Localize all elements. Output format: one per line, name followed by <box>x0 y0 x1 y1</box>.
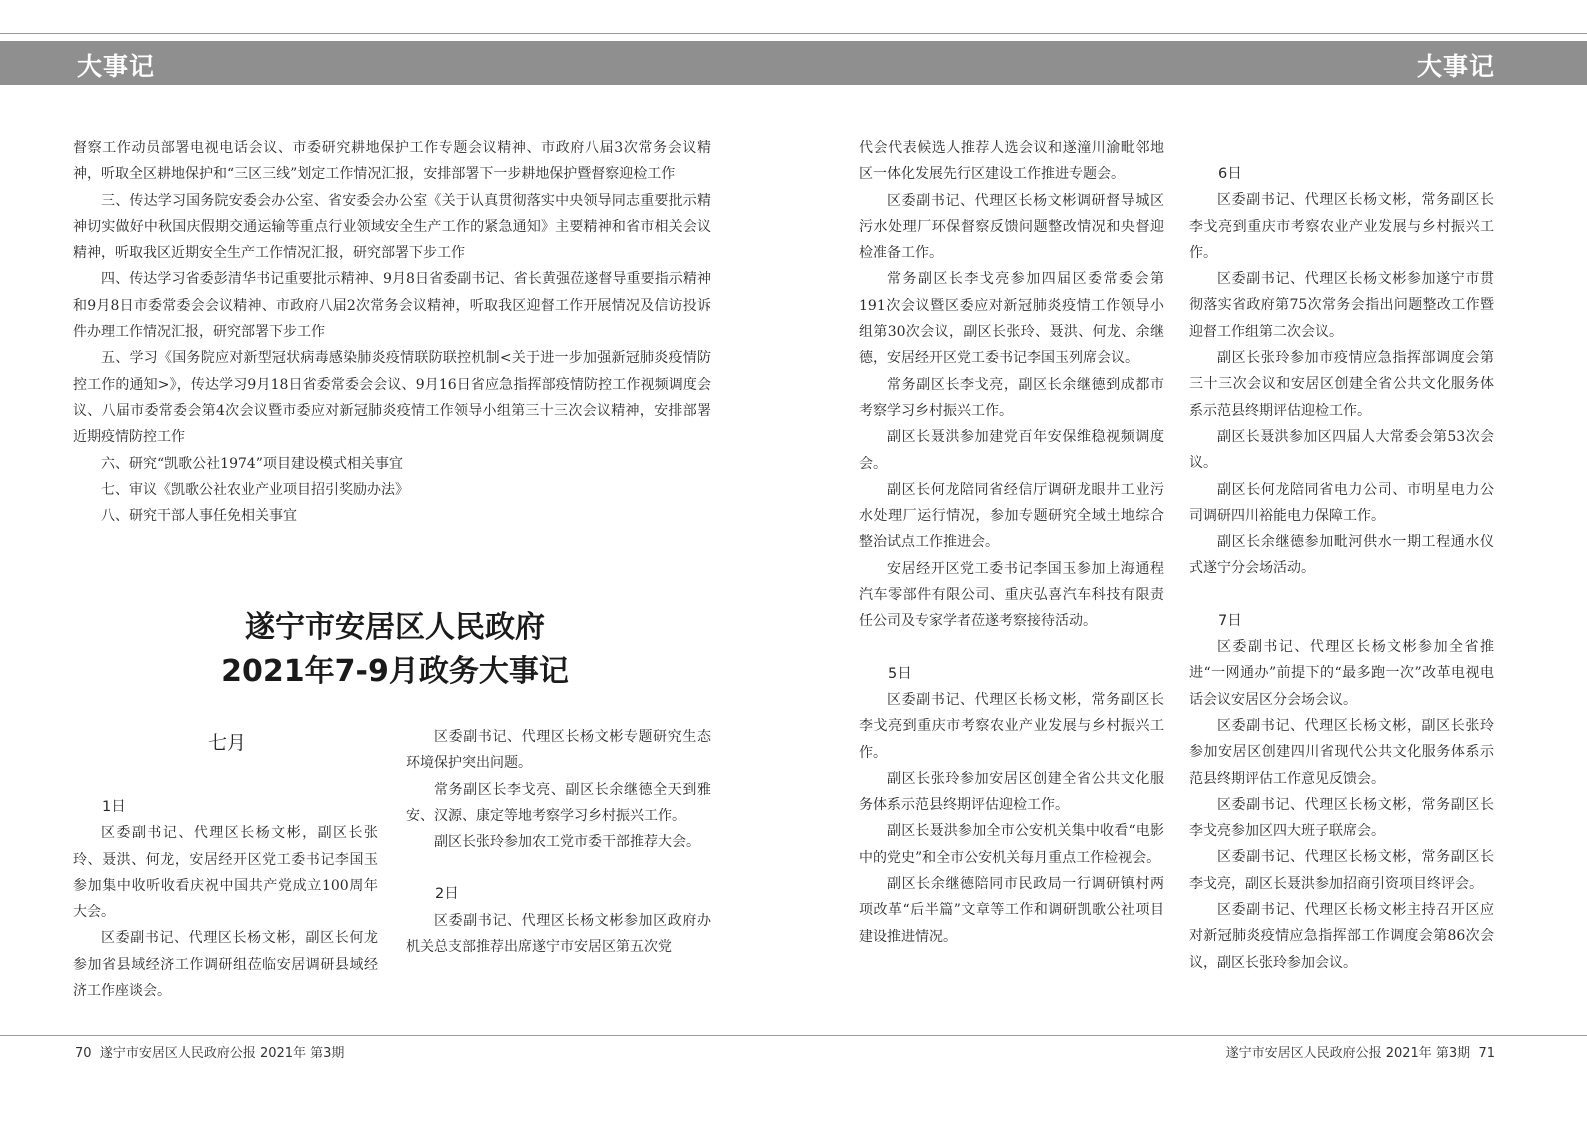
header-title-left: 大事记 <box>77 52 156 81</box>
entry-paragraph: 区委副书记、代理区长杨文彬参加全省推进“一网通办”前提下的“最多跑一次”改革电视电话会议安居区分会场会议。 <box>1189 639 1494 708</box>
column-2 <box>406 724 711 960</box>
entry-paragraph: 区委副书记、代理区长杨文彬，副区长何龙参加省县域经济工作调研组莅临安居调研县域经济工作座谈会。 <box>73 930 378 1000</box>
agenda-item: 六、研究“凯歌公社1974”项目建设模式相关事宜 <box>101 455 403 472</box>
agenda-item: 五、学习《国务院应对新型冠状病毒感染肺炎疫情联防联控机制<关于进一步加强新冠肺炎疫情防控工作的通知>》，传达学习9月18日省委常委会会议、9月16日省应急指挥部疫情防控工作视频调度会议、八届市委常委会第4次会议暨市委应对新冠肺炎疫情工作领导小组第三十三次会议精神，安排部署近期疫情防控工作 <box>73 350 711 446</box>
footer-right <box>1226 1042 1495 1061</box>
column-1 <box>73 794 378 1004</box>
entry-paragraph: 副区长何龙陪同省经信厅调研龙眼井工业污水处理厂运行情况，参加专题研究全域土地综合整治试点工作推进会。 <box>859 481 1164 551</box>
entry-paragraph: 常务副区长李戈亮、副区长余继德全天到雅安、汉源、康定等地考察学习乡村振兴工作。 <box>406 781 711 824</box>
entry-paragraph: 副区长余继德参加毗河供水一期工程通水仪式遂宁分会场活动。 <box>1189 534 1494 577</box>
agenda-item: 四、传达学习省委彭清华书记重要批示精神、9月8日省委副书记、省长黄强莅遂督导重要指示精神和9月8日市委常委会会议精神、市政府八届2次常务会议精神，听取我区迎督工作开展情况及信访投诉件办理工作情况汇报，研究部署下步工作 <box>73 271 711 341</box>
agenda-item: 八、研究干部人事任免相关事宜 <box>101 508 297 525</box>
agenda-item: 三、传达学习国务院安委会办公室、省安委会办公室《关于认真贯彻落实中央领导同志重要批示精神切实做好中秋国庆假期交通运输等重点行业领域安全生产工作的紧急通知》主要精神和省市相关会议精神，听取我区近期安全生产工作情况汇报，研究部署下步工作 <box>73 192 711 262</box>
entry-paragraph: 副区长聂洪参加全市公安机关集中收看“电影中的党史”和全市公安机关每月重点工作检视会。 <box>859 823 1164 866</box>
entry-paragraph: 区委副书记、代理区长杨文彬调研督导城区污水处理厂环保督察反馈问题整改情况和央督迎检准备工作。 <box>859 192 1164 262</box>
entry-paragraph: 区委副书记、代理区长杨文彬主持召开区应对新冠肺炎疫情应急指挥部工作调度会第86次会议，副区长张玲参加会议。 <box>1189 902 1494 971</box>
entry-paragraph: 区委副书记、代理区长杨文彬，常务副区长李戈亮参加区四大班子联席会。 <box>1189 796 1494 840</box>
header-bar <box>0 41 1587 85</box>
entry-paragraph: 常务副区长李戈亮参加四届区委常委会第191次会议暨区委应对新冠肺炎疫情工作领导小组第30次会议，副区长张玲、聂洪、何龙、余继德，安居经开区党工委书记李国玉列席会议。 <box>859 271 1164 367</box>
entry-paragraph: 副区长何龙陪同省电力公司、市明星电力公司调研四川裕能电力保障工作。 <box>1189 481 1494 524</box>
entry-paragraph: 区委副书记、代理区长杨文彬，常务副区长李戈亮，副区长聂洪参加招商引资项目终评会。 <box>1189 849 1494 892</box>
entry-paragraph: 代会代表候选人推荐人选会议和遂潼川渝毗邻地区一体化发展先行区建设工作推进专题会。 <box>859 140 1164 183</box>
entry-paragraph: 区委副书记、代理区长杨文彬专题研究生态环境保护突出问题。 <box>406 729 711 772</box>
left-top-section <box>73 135 711 529</box>
document-title-line2: 2021年7-9月政务大事记 <box>221 654 569 689</box>
day-heading: 5日 <box>888 665 912 682</box>
top-rule <box>0 33 1587 34</box>
entry-paragraph: 副区长余继德陪同市民政局一行调研镇村两项改革“后半篇”文章等工作和调研凯歌公社项目建设推进情况。 <box>859 876 1164 945</box>
document-title-line1: 遂宁市安居区人民政府 <box>245 610 545 645</box>
footer-left <box>75 1042 344 1061</box>
day-heading: 2日 <box>435 886 459 903</box>
spacer <box>1189 582 1494 608</box>
publication-name-left: 遂宁市安居区人民政府公报 2021年 第3期 <box>99 1046 345 1061</box>
entry-paragraph: 副区长聂洪参加建党百年安保维稳视频调度会。 <box>859 429 1164 472</box>
entry-paragraph: 区委副书记、代理区长杨文彬，副区长张玲、聂洪、何龙，安居经开区党工委书记李国玉参加集中收听收看庆祝中国共产党成立100周年大会。 <box>73 825 378 921</box>
column-4 <box>1189 161 1494 976</box>
entry-paragraph: 副区长聂洪参加区四届人大常委会第53次会议。 <box>1189 428 1494 472</box>
spacer <box>406 855 711 881</box>
entry-paragraph: 安居经开区党工委书记李国玉参加上海通程汽车零部件有限公司、重庆弘喜汽车科技有限责任公司及专家学者莅遂考察接待活动。 <box>859 560 1164 630</box>
entry-paragraph: 区委副书记、代理区长杨文彬参加遂宁市贯彻落实省政府第75次常务会指出问题整改工作暨迎督工作组第二次会议。 <box>1189 271 1494 340</box>
day-heading: 6日 <box>1218 166 1242 182</box>
entry-paragraph: 区委副书记、代理区长杨文彬参加区政府办机关总支部推荐出席遂宁市安居区第五次党 <box>406 912 711 956</box>
entry-paragraph: 常务副区长李戈亮，副区长余继德到成都市考察学习乡村振兴工作。 <box>859 376 1164 419</box>
day-heading: 7日 <box>1218 612 1242 629</box>
day-heading: 1日 <box>102 799 126 815</box>
entry-paragraph: 副区长张玲参加农工党市委干部推荐大会。 <box>434 834 700 851</box>
footer-rule <box>0 1035 1587 1036</box>
header-title-right: 大事记 <box>1417 52 1496 81</box>
agenda-item: 督察工作动员部署电视电话会议、市委研究耕地保护工作专题会议精神、市政府八届3次常务会议精神，听取全区耕地保护和“三区三线”划定工作情况汇报，安排部署下一步耕地保护暨督察迎检工作 <box>73 140 711 183</box>
agenda-item: 七、审议《凯歌公社农业产业项目招引奖励办法》 <box>101 481 409 498</box>
entry-paragraph: 区委副书记、代理区长杨文彬，常务副区长李戈亮到重庆市考察农业产业发展与乡村振兴工作。 <box>859 691 1164 761</box>
publication-name-right: 遂宁市安居区人民政府公报 2021年 第3期 <box>1225 1046 1471 1061</box>
entry-paragraph: 区委副书记、代理区长杨文彬，副区长张玲参加安居区创建四川省现代公共文化服务体系示范县终期评估工作意见反馈会。 <box>1189 717 1494 787</box>
month-heading: 七月 <box>208 732 247 754</box>
page-number-right: 71 <box>1478 1046 1495 1061</box>
spacer <box>859 635 1164 661</box>
column-3 <box>859 135 1164 950</box>
entry-paragraph: 区委副书记、代理区长杨文彬，常务副区长李戈亮到重庆市考察农业产业发展与乡村振兴工作。 <box>1189 192 1494 261</box>
entry-paragraph: 副区长张玲参加市疫情应急指挥部调度会第三十三次会议和安居区创建全省公共文化服务体系示范县终期评估迎检工作。 <box>1189 350 1494 419</box>
page-number-left: 70 <box>75 1046 92 1061</box>
entry-paragraph: 副区长张玲参加安居区创建全省公共文化服务体系示范县终期评估迎检工作。 <box>859 770 1164 814</box>
